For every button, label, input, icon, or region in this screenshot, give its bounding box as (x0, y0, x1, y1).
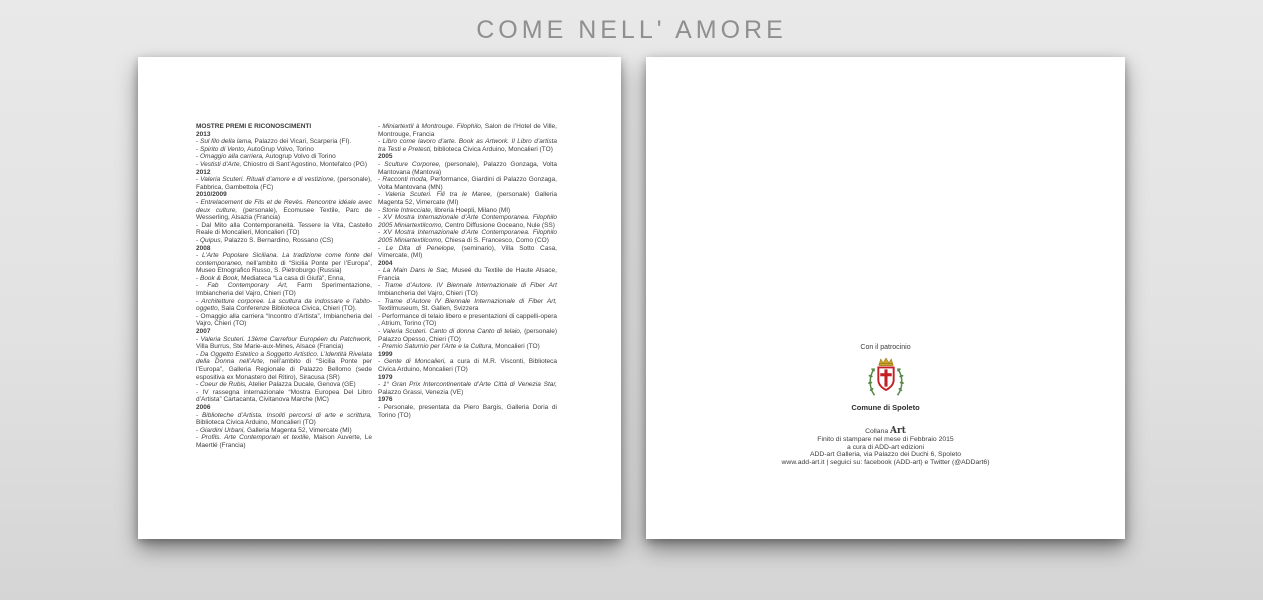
colophon (646, 428, 1125, 467)
exhibition-item: - La Main Dans le Sac, Museé du Textile de Haute Alsace, Francia (378, 267, 557, 282)
page-title: COME NELL' AMORE (476, 16, 787, 44)
year-heading: 2008 (196, 244, 211, 252)
exhibitions-column-1 (196, 123, 372, 450)
exhibition-item: - Miniartextil à Montrouge. Filophilo, Salon de l’Hotel de Ville, Montrouge, Francia (378, 123, 557, 138)
exhibition-item: - IV rassegna internazionale “Mostra Europea Del Libro d’Artista” Cartacanta, Civitanova Marche (MC) (196, 388, 372, 404)
patronage-label: Con il patrocinio (860, 344, 911, 351)
year-heading: 1999 (378, 350, 393, 358)
exhibition-item: - Profils. Arte Contemporain et textile, Maison Auverte, Le Maertlé (Francia) (196, 434, 372, 449)
exhibition-item: - Valeria Scuteri. 13ème Carrefour Européen du Patchwork, Villa Burrus, Ste Marie-aux-Mines, Alsace (Francia) (196, 335, 372, 351)
spoleto-coat-of-arms-icon (646, 355, 1125, 401)
exhibition-item: - Sculture Corporee, (personale), Palazzo Gonzaga, Volta Mantovana (Mantova) (378, 160, 557, 176)
exhibition-item: - Quipus, Palazzo S. Bernardino, Rossano (CS) (196, 236, 334, 244)
year-heading: 2012 (196, 168, 211, 176)
exhibition-item: - Racconti moda, Performance, Giardini di Palazzo Gonzaga, Volta Mantovana (MN) (378, 176, 557, 191)
exhibition-item: - Fab Contemporary Art, Farm Sperimentazione, Imbiancheria del Vajro, Chieri (TO) (196, 282, 372, 298)
exhibition-item: - Gente di Moncalieri, a cura di M.R. Visconti, Biblioteca Civica Arduino, Moncalieri (TO) (378, 358, 557, 373)
year-heading: 2007 (196, 328, 211, 336)
exhibition-item: - Trame d’Autore IV Biennale Internazionale di Fiber Art, Textilmuseum, St. Gallen, Svizzera (378, 297, 557, 313)
exhibition-item: - Omaggio alla carriera “Incontro d’Artista”, Imbiancheria del Vajro, Chieri (TO) (196, 312, 372, 328)
exhibition-item: - Performance di telaio libero e presentazioni di cappelli-opera , Atrium, Torino (TO) (378, 312, 557, 328)
colophon-series-name: Art (890, 426, 906, 436)
exhibition-item: - Le Dita di Penelope, (seminario), Villa Sotto Casa, Vimercate, (MI) (378, 244, 557, 260)
exhibitions-column-2 (378, 123, 557, 419)
year-heading: 1976 (378, 396, 393, 404)
exhibition-item: - Coeur de Rubis, Atelier Palazza Ducale, Genova (GE) (196, 381, 356, 389)
colophon-curated-line: a cura di ADD-art edizioni (846, 443, 925, 451)
colophon-web-line: www.add-art.it | seguici su: facebook (ADD-art) e Twitter (@ADDart6) (781, 459, 990, 467)
exhibition-item: - Omaggio alla carriera, Autogrup Volvo di Torino (196, 153, 336, 161)
exhibition-item: - Valeria Scuteri. Canto di donna Canto di telaio, (personale) Palazzo Opesso, Chieri (TO) (378, 328, 557, 343)
exhibition-item: - Valeria Scuteri. Rituali d’amore e di vestizione, (personale), Fabbrica, Gambettola (FC) (196, 176, 372, 191)
exhibition-item: - Valeria Scuteri. Fili tra le Maree, (personale) Galleria Magenta 52, Vimercate (MI) (378, 191, 557, 206)
exhibition-item: - Sul filo della lama, Palazzo dei Vicari, Scarperia (FI). (196, 138, 352, 146)
year-heading: 2010/2009 (196, 191, 227, 199)
exhibitions-heading: MOSTRE PREMI E RICONOSCIMENTI (196, 123, 312, 130)
exhibition-item: - Premio Saturnio per l’Arte e la Cultura, Moncalieri (TO) (378, 343, 540, 351)
exhibitions-list (196, 131, 372, 450)
colophon-address-line: ADD-art Galleria, via Palazzo dei Duchi 6, Spoleto (809, 451, 962, 459)
exhibition-item: - L’Arte Popolare Siciliana. La tradizione come fonte del contemporaneo, nell’ambito di “Sicilia Ponte per l’Europa”, Museo Etnografico Russo, S. Pietroburgo (Russia) (196, 252, 372, 275)
exhibition-item: - XV Mostra Internazionale d’Arte Contemporanea. Filophilo 2005 Miniartextilcomo, Centro Diffusione Goceano, Nule (SS) (378, 214, 557, 229)
year-heading: 2013 (196, 130, 211, 138)
colophon-print-line: Finito di stampare nel mese di Febbraio 2015 (817, 435, 954, 443)
exhibition-item: - Spirito di Vento, AutoGrup Volvo, Torino (196, 145, 314, 153)
year-heading: 2006 (196, 403, 211, 411)
exhibition-item: - Personale, presentata da Piero Bargis, Galleria Doria di Torino (TO) (378, 403, 557, 419)
exhibition-item: - XV Mostra Internazionale d’Arte Contemporanea. Filophilo 2005 Miniartextilcomo, Chiesa di S. Francesco, Como (CO) (378, 229, 557, 244)
exhibition-item: - Entrelacement de Fils et de Revès. Rencontre idéale avec deux culture, (personale), Ecomusee Textile, Parc de Wesserling, Alsazia (Francia) (196, 198, 373, 222)
colophon-series-line (646, 428, 1125, 436)
exhibition-item: - Da Oggetto Estetico a Soggetto Artistico. L’Identità Rivelata della Donna nell’Arte, nell’ambito di “Sicilia Ponte per l’Europa”, Galleria Regionale di Palazzo Bellomo (sede espositiva ex Monastero del Ritiro), Siracusa (SR) (196, 350, 372, 381)
left-page (138, 57, 621, 539)
exhibition-item: - Biblioteche d’Artista. Insoliti percorsi di arte e scrittura, Biblioteca Civica Arduino, Moncalieri (TO) (196, 411, 372, 427)
municipality-name: Comune di Spoleto (851, 403, 920, 412)
exhibition-item: - Dal Mito alla Contemporaneità. Tessere la Vita, Castello Reale di Moncalieri, Moncalieri (TO) (196, 221, 372, 237)
exhibition-item: - Trame d’Autore. IV Biennale Internazionale di Fiber Art Imbiancheria del Vajro, Chieri (TO) (378, 282, 557, 298)
exhibition-item: - Vestisti d’Arte, Chiostro di Sant’Agostino, Montefalco (PG) (196, 160, 368, 168)
exhibition-item: - Book & Book, Mediateca “La casa di Giufà”, Enna, (196, 274, 345, 282)
right-page (646, 57, 1125, 539)
year-heading: 1979 (378, 373, 393, 381)
year-heading: 2005 (378, 153, 393, 161)
year-heading: 2004 (378, 259, 393, 267)
exhibitions-list (378, 123, 557, 419)
exhibition-item: - Storie Intrecciate, libreria Hoepli, Milano (MI) (378, 206, 511, 214)
exhibition-item: - Architetture corporee. La scultura da indossare e l’abito-oggetto, Sala Conferenze Biblioteca Civica, Chieri (TO). (196, 297, 372, 313)
colophon-series-prefix: Collana (865, 428, 891, 435)
exhibition-item: - Giardini Urbani, Galleria Magenta 52, Vimercate (MI) (196, 426, 352, 434)
exhibition-item: - Libro come lavoro d’arte. Book as Artwork. Il Libro d’artista tra Testi e Pretesti, biblioteca Civica Arduino, Moncalieri (TO) (378, 138, 557, 153)
exhibition-item: - 1° Gran Prix Intercontinentale d’Arte Città di Venezia Star, Palazzo Grassi, Venezia (VE) (378, 381, 557, 396)
